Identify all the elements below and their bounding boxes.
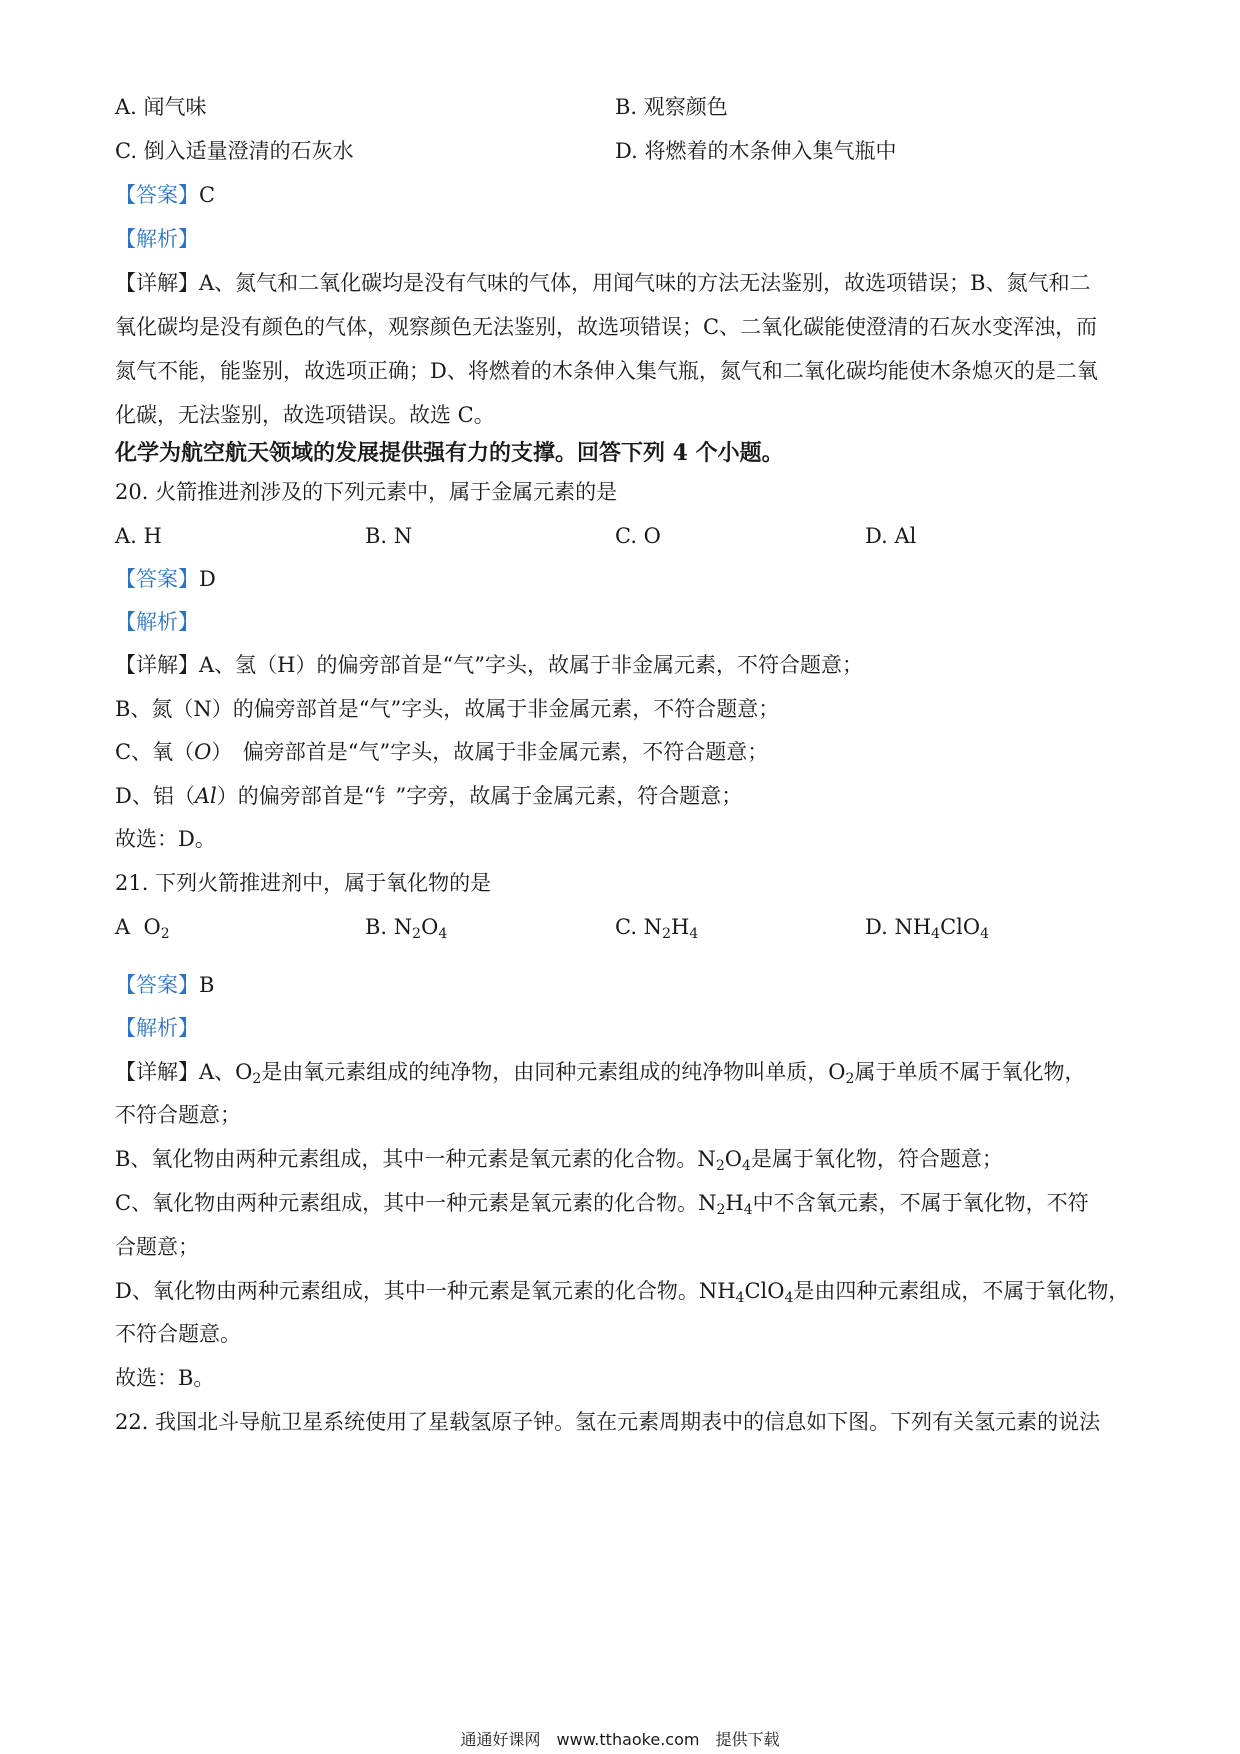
detail-label: 【详解】 [115,271,199,295]
q20-analysis [115,607,1135,637]
q21-detail-b: B、氧化物由两种元素组成，其中一种元素是氧元素的化合物。$N_2O_4$是属于氧化物，符合题意； [115,1147,1003,1174]
q22-stem: 22. 我国北斗导航卫星系统使用了星载氢原子钟。氢在元素周期表中的信息如下图。下列有关氢元素的说法 [115,1410,1101,1434]
answer-value: D [199,567,216,591]
detail-label: 【详解】 [115,653,199,677]
q20-option-d: D. Al [865,524,917,548]
q21-analysis [115,1013,1135,1043]
answer-label: 【答案】 [115,973,199,997]
q19-detail-line2: 氧化碳均是没有颜色的气体，观察颜色无法鉴别，故选项错误；C、二氧化碳能使澄清的石灰水变浑浊，而 [115,315,1098,339]
q19-option-a: A. 闻气味 [115,95,207,119]
q21-answer [115,970,1135,1000]
q21-detail-c2: 合题意； [115,1235,199,1259]
q21-detail-d1: D、氧化物由两种元素组成，其中一种元素是氧元素的化合物。$NH_4ClO_4$是由四种元素组成，不属于氧化物， [115,1279,1130,1306]
q19-option-b: B. 观察颜色 [615,95,728,119]
analysis-label: 【解析】 [115,227,199,251]
section-intro: 化学为航空航天领域的发展提供强有力的支撑。回答下列 4 个小题。 [115,440,784,466]
q19-detail-line4: 化碳，无法鉴别，故选项错误。故选 C。 [115,403,495,427]
answer-value: B [199,973,215,997]
q20-option-b: B. N [365,524,413,548]
q20-option-a: A. H [115,524,162,548]
q21-stem: 21. 下列火箭推进剂中，属于氧化物的是 [115,871,492,895]
answer-value: C [199,183,216,207]
q19-detail-line1: 【详解】A、氮气和二氧化碳均是没有气味的气体，用闻气味的方法无法鉴别，故选项错误；B、氮气和二 [115,271,1091,295]
q21-option-b: B. $N_2O_4$ [365,915,448,942]
q19-detail-line3: 氮气不能，能鉴别，故选项正确；D、将燃着的木条伸入集气瓶，氮气和二氧化碳均能使木条熄灭的是二氧 [115,359,1098,383]
analysis-label: 【解析】 [115,610,199,634]
q19-answer [115,180,1135,210]
page-footer: 通通好课网 www.tthaoke.com 提供下载 [460,1730,780,1749]
answer-label: 【答案】 [115,183,199,207]
q21-detail-d2: 不符合题意。 [115,1322,241,1346]
q20-option-c: C. O [615,524,661,548]
answer-label: 【答案】 [115,567,199,591]
q21-option-a: A $O_2$ [115,915,170,942]
q21-detail-c1: C、氧化物由两种元素组成，其中一种元素是氧元素的化合物。$N_2H_4$中不含氧元素，不属于氧化物，不符 [115,1191,1089,1218]
q21-detail-a1: 【详解】A、$O_2$是由氧元素组成的纯净物，由同种元素组成的纯净物叫单质，$O_2$属于单质不属于氧化物， [115,1060,1086,1087]
q20-stem: 20. 火箭推进剂涉及的下列元素中，属于金属元素的是 [115,480,618,504]
q21-option-c: C. $N_2H_4$ [615,915,699,942]
q20-detail-c: C、氧（O） 偏旁部首是“气”字头，故属于非金属元素，不符合题意； [115,740,769,764]
q20-detail-b: B、氮（N）的偏旁部首是“气”字头，故属于非金属元素，不符合题意； [115,697,780,721]
q19-option-c: C. 倒入适量澄清的石灰水 [115,139,354,163]
q21-conclusion: 故选：B。 [115,1366,215,1390]
q20-conclusion: 故选：D。 [115,827,216,851]
q19-analysis [115,224,1135,254]
q19-option-d: D. 将燃着的木条伸入集气瓶中 [615,139,897,163]
analysis-label: 【解析】 [115,1016,199,1040]
q20-detail-d: D、铝（Al）的偏旁部首是“钅”字旁，故属于金属元素，符合题意； [115,784,743,808]
q20-answer [115,564,1135,594]
q21-detail-a2: 不符合题意； [115,1103,241,1127]
q21-option-d: D. $NH_4ClO_4$ [865,915,989,942]
detail-label: 【详解】 [115,1060,199,1084]
q20-detail-line1: 【详解】A、氢（H）的偏旁部首是“气”字头，故属于非金属元素，不符合题意； [115,653,863,677]
